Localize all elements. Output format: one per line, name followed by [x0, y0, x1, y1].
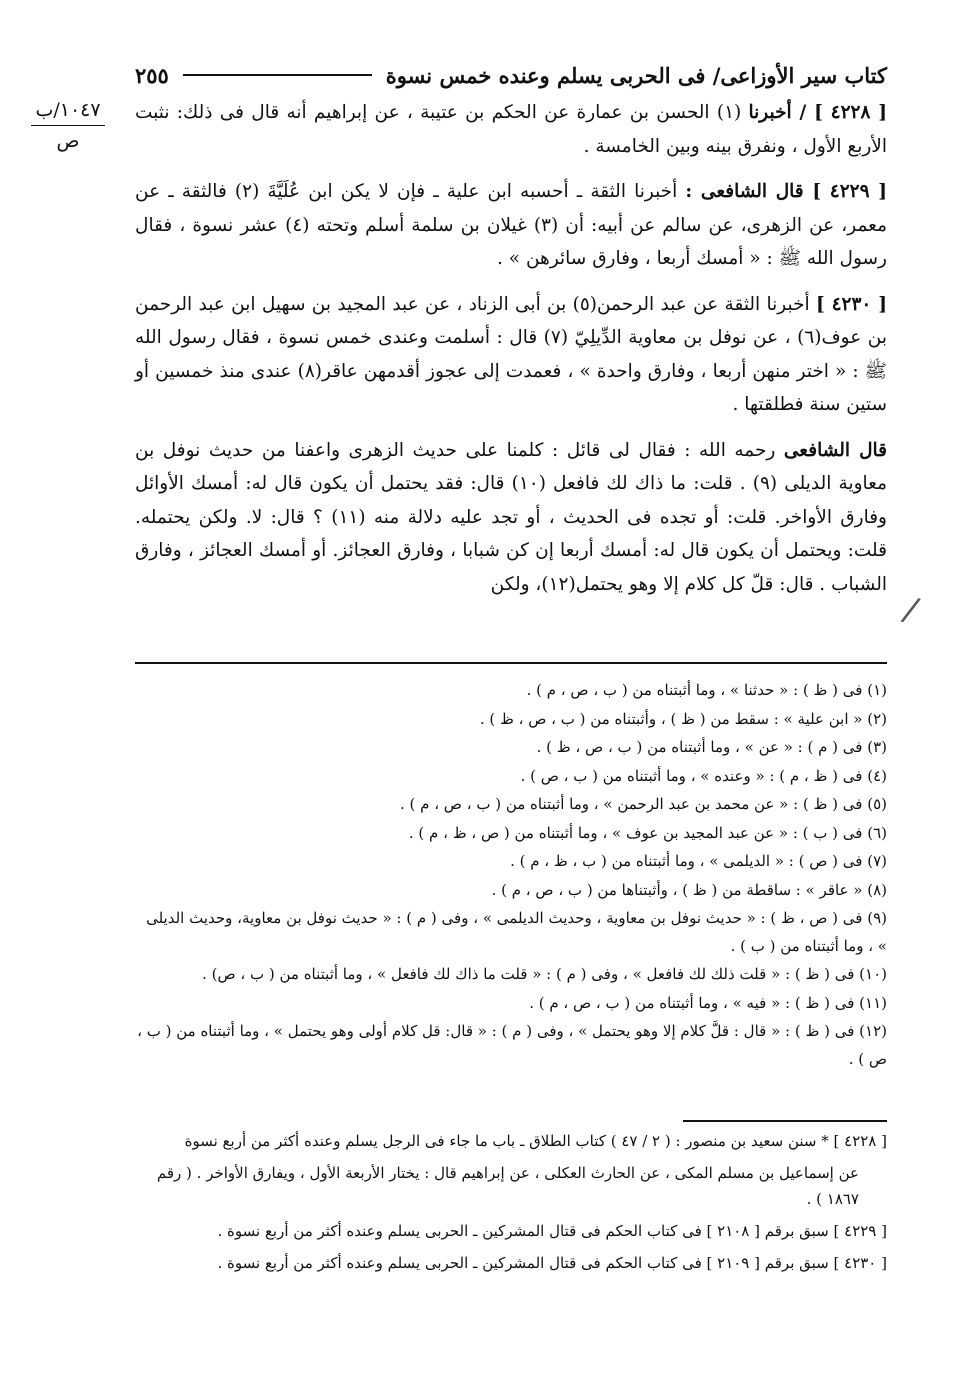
paragraph-text: (١) الحسن بن عمارة عن الحكم بن عتيبة ، عن إبراهيم أنه قال فى ذلك: نثبت الأربع الأول ، ونفرق بينه وبين الخامسة .: [135, 102, 887, 157]
margin-note: [18, 95, 118, 156]
source-note-4230: [ ٤٢٣٠ ] سبق برقم [ ٢١٠٩ ] فى كتاب الحكم فى قتال المشركين ـ الحربى يسلم وعنده أكثر من أربع نسوة .: [217, 1254, 887, 1272]
footnote: (١١) فى ( ظ ) : « فيه » ، وما أثبتناه من ( ب ، ص ، م ) .: [529, 993, 887, 1012]
footnote: (٥) فى ( ظ ) : « عن محمد بن عبد الرحمن » ، وما أثبتناه من ( ب ، ص ، م ) .: [399, 795, 887, 813]
footnotes: [135, 676, 887, 1073]
footnote-separator: [135, 662, 887, 664]
main-text: [135, 96, 887, 613]
source-notes: [135, 1128, 887, 1282]
paragraph-text: رحمه الله : فقال لى قائل : كلمنا على حديث الزهرى واعفنا من حديث نوفل بن معاوية الديلى (٩) . قلت: ما ذاك لك فافعل (١٠) قال: فقد يحتمل أن يكون قال له: أمسك الأوائل وفارق الأواخر. قلت: أو تجده فى الحديث ، أو تجد عليه دلالة منه (١١) ؟ قال: لا. ولكن يحتمله. قلت: ويحتمل أن يكون قال له: أمسك أربعا إن كن شبابا ، وفارق العجائز. أو أمسك العجائز ، وفارق الشباب . قال: قلّ كل كلام إلا وهو يحتمل(١٢)، ولكن: [135, 439, 887, 595]
footnote: (٧) فى ( ص ) : « الديلمى » ، وما أثبتناه من ( ب ، ظ ، م ) .: [510, 852, 887, 870]
footnote: (٣) فى ( م ) : « عن » ، وما أثبتناه من ( ب ، ص ، ظ ) .: [536, 738, 887, 756]
header-title: كتاب سير الأوزاعى/ فى الحربى يسلم وعنده خمس نسوة: [385, 62, 887, 88]
running-header: [135, 58, 887, 92]
sources-separator: [683, 1120, 887, 1122]
header-rule: [183, 74, 372, 76]
margin-slash-mark: /: [898, 589, 923, 631]
footnote: (١٢) فى ( ظ ) : « قال : قلَّ كلام إلا وهو يحتمل » ، وفى ( م ) : « قال: قل كلام أولى وهو يحتمل » ، وما أثبتناه من ( ب ، ص ) .: [137, 1022, 887, 1068]
paragraph-shafii-discussion: [135, 434, 887, 602]
footnote: (١٠) فى ( ظ ) : « قلت ذلك لك فافعل » ، وفى ( م ) : « قلت ما ذاك لك فافعل » ، وما أثبتناه من ( ب ، ص) .: [202, 965, 887, 983]
source-note-4229: [ ٤٢٢٩ ] سبق برقم [ ٢١٠٨ ] فى كتاب الحكم فى قتال المشركين ـ الحربى يسلم وعنده أكثر من أربع نسوة .: [217, 1222, 887, 1240]
paragraph-label: [ ٤٢٣٠ ]: [815, 293, 887, 315]
footnote: (٨) « عاقر » : ساقطة من ( ظ ) ، وأثبتناها من ( ب ، ص ، م ) .: [491, 880, 887, 899]
manuscript-siglum: ص: [56, 130, 80, 152]
manuscript-folio-ref: ١٠٤٧/ب: [31, 95, 104, 126]
paragraph-label: قال الشافعى: [783, 439, 888, 461]
footnote: (١) فى ( ظ ) : « حدثنا » ، وما أثبتناه من ( ب ، ص ، م ) .: [526, 681, 887, 699]
page-number: ٢٥٥: [135, 62, 169, 88]
footnote: (٢) « ابن علية » : سقط من ( ظ ) ، وأثبتناه من ( ب ، ص ، ظ ) .: [479, 709, 887, 728]
footnote: (٤) فى ( ظ ، م ) : « وعنده » ، وما أثبتناه من ( ب ، ص ) .: [520, 766, 887, 785]
source-note-4228-detail: عن إسماعيل بن مسلم المكى ، عن الحارث العكلى ، عن إبراهيم قال : يختار الأربعة الأول ، ويفارق الأواخر . ( رقم ١٨٦٧ ) .: [156, 1164, 859, 1208]
paragraph-4229: [135, 175, 887, 276]
footnote: (٦) فى ( ب ) : « عن عبد المجيد بن عوف » ، وما أثبتناه من ( ص ، ظ ، م ) .: [408, 823, 887, 842]
source-note-4228: [ ٤٢٢٨ ] * سنن سعيد بن منصور : ( ٢ / ٤٧ ) كتاب الطلاق ـ باب ما جاء فى الرجل يسلم وعنده أكثر من أربع نسوة: [184, 1132, 887, 1150]
paragraph-label: [ ٤٢٢٩ ] قال الشافعى :: [685, 181, 887, 202]
footnote: (٩) فى ( ص ، ظ ) : « حديث نوفل بن معاوية ، وحديث الديلمى » ، وفى ( م ) : « حديث نوفل بن معاوية، وحديث الديلى » ، وما أثبتناه من ( ب ) .: [146, 909, 887, 955]
paragraph-text: أخبرنا الثقة ـ أحسبه ابن علية ـ فإن لا يكن ابن عُلَيَّةَ (٢) فالثقة ـ عن معمر، عن الزهرى، عن سالم عن أبيه: أن (٣) غيلان بن سلمة أسلم وتحته (٤) عشر نسوة ، فقال رسول الله ﷺ : « أمسك أربعا ، وفارق سائرهن » .: [135, 181, 887, 269]
paragraph-4230: [135, 288, 887, 422]
paragraph-text: أخبرنا الثقة عن عبد الرحمن(٥) بن أبى الزناد ، عن عبد المجيد بن سهيل ابن عبد الرحمن بن عوف(٦) ، عن نوفل بن معاوية الدِّيلِيّ (٧) قال : أسلمت وعندى خمس نسوة ، فقال رسول الله ﷺ : « اختر منهن أربعا ، وفارق واحدة » ، فعمدت إلى عجوز أقدمهن عاقر(٨) عندى منذ خمسين أو ستين سنة فطلقتها .: [135, 293, 887, 415]
paragraph-label: [ ٤٢٢٨ ] / أخبرنا: [748, 102, 888, 123]
paragraph-4228: [135, 96, 887, 163]
